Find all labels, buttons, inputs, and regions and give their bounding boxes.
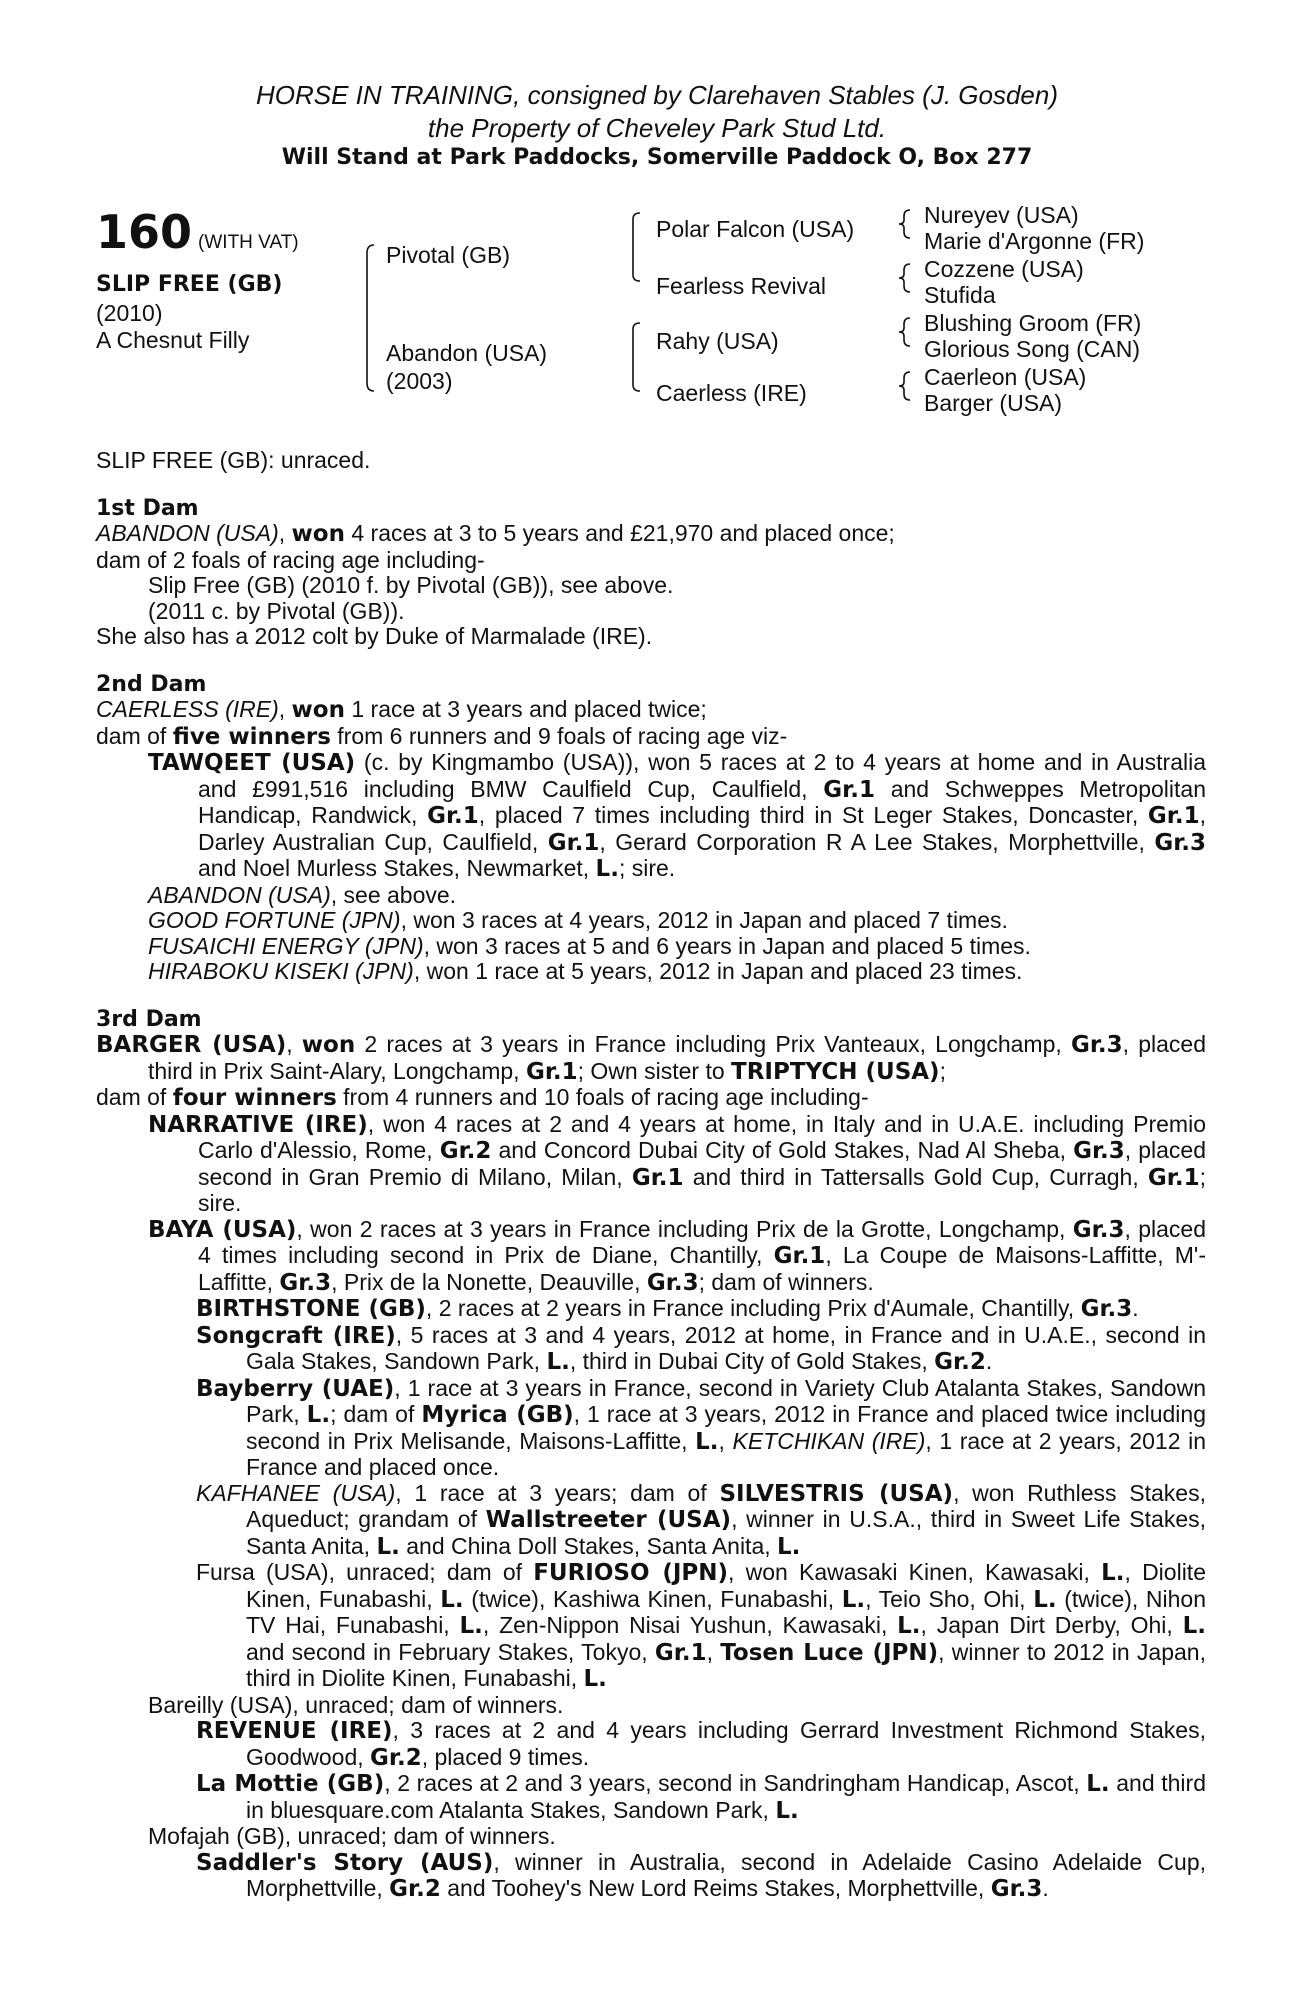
pedigree-brace-3 (896, 316, 916, 348)
third-dam-summary: BARGER (USA), won 2 races at 3 years in France including Prix Vanteaux, Longchamp, Gr.3, placed third in Prix Saint-Alary, Longchamp, Gr.1; Own sister to TRIPTYCH (USA); (96, 1031, 1207, 1085)
produce-entry-bareilly: Bareilly (USA), unraced; dam of winners. (148, 1691, 564, 1718)
pedigree-gg-3: Cozzene (USA) (924, 256, 1084, 282)
pedigree-gg-6: Glorious Song (CAN) (924, 336, 1141, 362)
produce-item: (2011 c. by Pivotal (GB)). (148, 597, 405, 624)
second-dam-produce: dam of five winners from 6 runners and 9 foals of racing age viz- (96, 722, 788, 750)
lot-number-block (96, 205, 299, 259)
first-dam-note: She also has a 2012 colt by Duke of Marmalade (IRE). (96, 623, 653, 649)
unraced-note: SLIP FREE (GB): unraced. (96, 447, 371, 473)
pedigree-dam-dam: Caerless (IRE) (656, 380, 807, 406)
pedigree-sire-dam: Fearless Revival (656, 273, 826, 299)
pedigree-dam-year: (2003) (386, 368, 453, 394)
third-dam-heading: 3rd Dam (96, 1006, 202, 1032)
horse-year: (2010) (96, 300, 163, 326)
pedigree-dam: Abandon (USA) (386, 340, 548, 366)
catalogue-header-owner: the Property of Cheveley Park Stud Ltd. (427, 113, 887, 143)
produce-entry-la-mottie: La Mottie (GB), 2 races at 2 and 3 years, second in Sandringham Handicap, Ascot, L. and third in bluesquare.com Atalanta Stakes, Sandown Park, L. (196, 1770, 1206, 1824)
pedigree-gg-2: Marie d'Argonne (FR) (924, 228, 1145, 254)
pedigree-gg-7: Caerleon (USA) (924, 364, 1087, 390)
produce-entry-mofajah: Mofajah (GB), unraced; dam of winners. (148, 1823, 556, 1849)
pedigree-sire: Pivotal (GB) (386, 242, 510, 268)
produce-entry-birthstone: BIRTHSTONE (GB), 2 races at 2 years in France including Prix d'Aumale, Chantilly, Gr.3. (196, 1295, 1139, 1322)
produce-entry-abandon: ABANDON (USA), see above. (148, 881, 457, 908)
pedigree-brace-2 (896, 262, 916, 294)
third-dam-produce: dam of four winners from 4 runners and 10 foals of racing age including- (96, 1084, 869, 1111)
catalogue-header-location: Will Stand at Park Paddocks, Somerville Paddock O, Box 277 (281, 145, 1033, 170)
pedigree-bracket-sire-line (628, 211, 648, 285)
horse-name: SLIP FREE (GB) (96, 272, 283, 297)
produce-entry-tawqeet: TAWQEET (USA) (c. by Kingmambo (USA)), won 5 races at 2 to 4 years at home and in Australia and £991,516 including BMW Caulfield Cup, Caulfield, Gr.1 and Schweppes Metropolitan Handicap, Randwick, Gr.1, placed 7 times including third in St Leger Stakes, Doncaster, Gr.1, Darley Australian Cup, Caulfield, Gr.1, Gerard Corporation R A Lee Stakes, Morphettville, Gr.3 and Noel Murless Stakes, Newmarket, L.; sire. (148, 749, 1207, 882)
lot-number: 160 (96, 205, 193, 259)
produce-entry-fursa: Fursa (USA), unraced; dam of FURIOSO (JPN), won Kawasaki Kinen, Kawasaki, L., Diolite Kinen, Funabashi, L. (twice), Kashiwa Kinen, Funabashi, L., Teio Sho, Ohi, L. (twice), Nihon TV Hai, Funabashi, L., Zen-Nippon Nisai Yushun, Kawasaki, L., Japan Dirt Derby, Ohi, L. and second in February Stakes, Tokyo, Gr.1, Tosen Luce (JPN), winner to 2012 in Japan, third in Diolite Kinen, Funabashi, L. (196, 1559, 1207, 1692)
produce-entry-revenue: REVENUE (IRE), 3 races at 2 and 4 years including Gerrard Investment Richmond Stakes, Goodwood, Gr.2, placed 9 times. (196, 1717, 1206, 1771)
pedigree-bracket-gen1 (362, 243, 382, 393)
produce-entry-fusaichi-energy: FUSAICHI ENERGY (JPN), won 3 races at 5 and 6 years in Japan and placed 5 times. (148, 932, 1031, 959)
pedigree-brace-4 (896, 370, 916, 402)
produce-entry-saddlers-story: Saddler's Story (AUS), winner in Australia, second in Adelaide Casino Adelaide Cup, Morphettville, Gr.2 and Toohey's New Lord Reims Stakes, Morphettville, Gr.3. (196, 1848, 1206, 1902)
produce-item: Slip Free (GB) (2010 f. by Pivotal (GB)), see above. (148, 572, 674, 598)
catalogue-header-consignor: HORSE IN TRAINING, consigned by Clarehaven Stables (J. Gosden) (256, 80, 1058, 110)
first-dam-heading: 1st Dam (96, 495, 199, 521)
pedigree-dam-sire: Rahy (USA) (656, 328, 779, 354)
pedigree-bracket-dam-line (628, 321, 648, 395)
pedigree-gg-4: Stufida (924, 282, 996, 308)
horse-description: A Chesnut Filly (96, 327, 250, 353)
pedigree-gg-8: Barger (USA) (924, 390, 1063, 416)
first-dam-summary: ABANDON (USA), won 4 races at 3 to 5 years and £21,970 and placed once; (96, 520, 895, 547)
second-dam-summary: CAERLESS (IRE), won 1 race at 3 years and placed twice; (96, 696, 707, 723)
produce-entry-narrative: NARRATIVE (IRE), won 4 races at 2 and 4 years at home, in Italy and in U.A.E. including Premio Carlo d'Alessio, Rome, Gr.2 and Concord Dubai City of Gold Stakes, Nad Al Sheba, Gr.3, placed second in Gran Premio di Milano, Milan, Gr.1 and third in Tattersalls Gold Cup, Curragh, Gr.1; sire. (148, 1110, 1207, 1216)
produce-entry-songcraft: Songcraft (IRE), 5 races at 3 and 4 years, 2012 at home, in France and in U.A.E., second in Gala Stakes, Sandown Park, L., third in Dubai City of Gold Stakes, Gr.2. (196, 1321, 1206, 1375)
pedigree-gg-1: Nureyev (USA) (924, 202, 1079, 228)
produce-entry-good-fortune: GOOD FORTUNE (JPN), won 3 races at 4 years, 2012 in Japan and placed 7 times. (148, 907, 1008, 933)
produce-entry-baya: BAYA (USA), won 2 races at 3 years in France including Prix de la Grotte, Longchamp, Gr.3, placed 4 times including second in Prix de Diane, Chantilly, Gr.1, La Coupe de Maisons-Laffitte, M'-Laffitte, Gr.3, Prix de la Nonette, Deauville, Gr.3; dam of winners. (148, 1215, 1206, 1296)
catalogue-body (96, 448, 1206, 1903)
produce-entry-hiraboku-kiseki: HIRABOKU KISEKI (JPN), won 1 race at 5 years, 2012 in Japan and placed 23 times. (148, 958, 1023, 984)
produce-entry-bayberry: Bayberry (UAE), 1 race at 3 years in France, second in Variety Club Atalanta Stakes, Sandown Park, L.; dam of Myrica (GB), 1 race at 3 years, 2012 in France and placed twice including second in Prix Melisande, Maisons-Laffitte, L., KETCHIKAN (IRE), 1 race at 2 years, 2012 in France and placed once. (196, 1374, 1207, 1480)
pedigree-sire-sire: Polar Falcon (USA) (656, 216, 855, 242)
pedigree-gg-5: Blushing Groom (FR) (924, 310, 1142, 336)
produce-entry-kafhanee: KAFHANEE (USA), 1 race at 3 years; dam of SILVESTRIS (USA), won Ruthless Stakes, Aqueduct; grandam of Wallstreeter (USA), winner in U.S.A., third in Sweet Life Stakes, Santa Anita, L. and China Doll Stakes, Santa Anita, L. (196, 1479, 1207, 1560)
second-dam-heading: 2nd Dam (96, 671, 207, 697)
pedigree-brace-1 (896, 208, 916, 240)
vat-label: (WITH VAT) (198, 232, 299, 253)
first-dam-produce: dam of 2 foals of racing age including- (96, 546, 485, 573)
